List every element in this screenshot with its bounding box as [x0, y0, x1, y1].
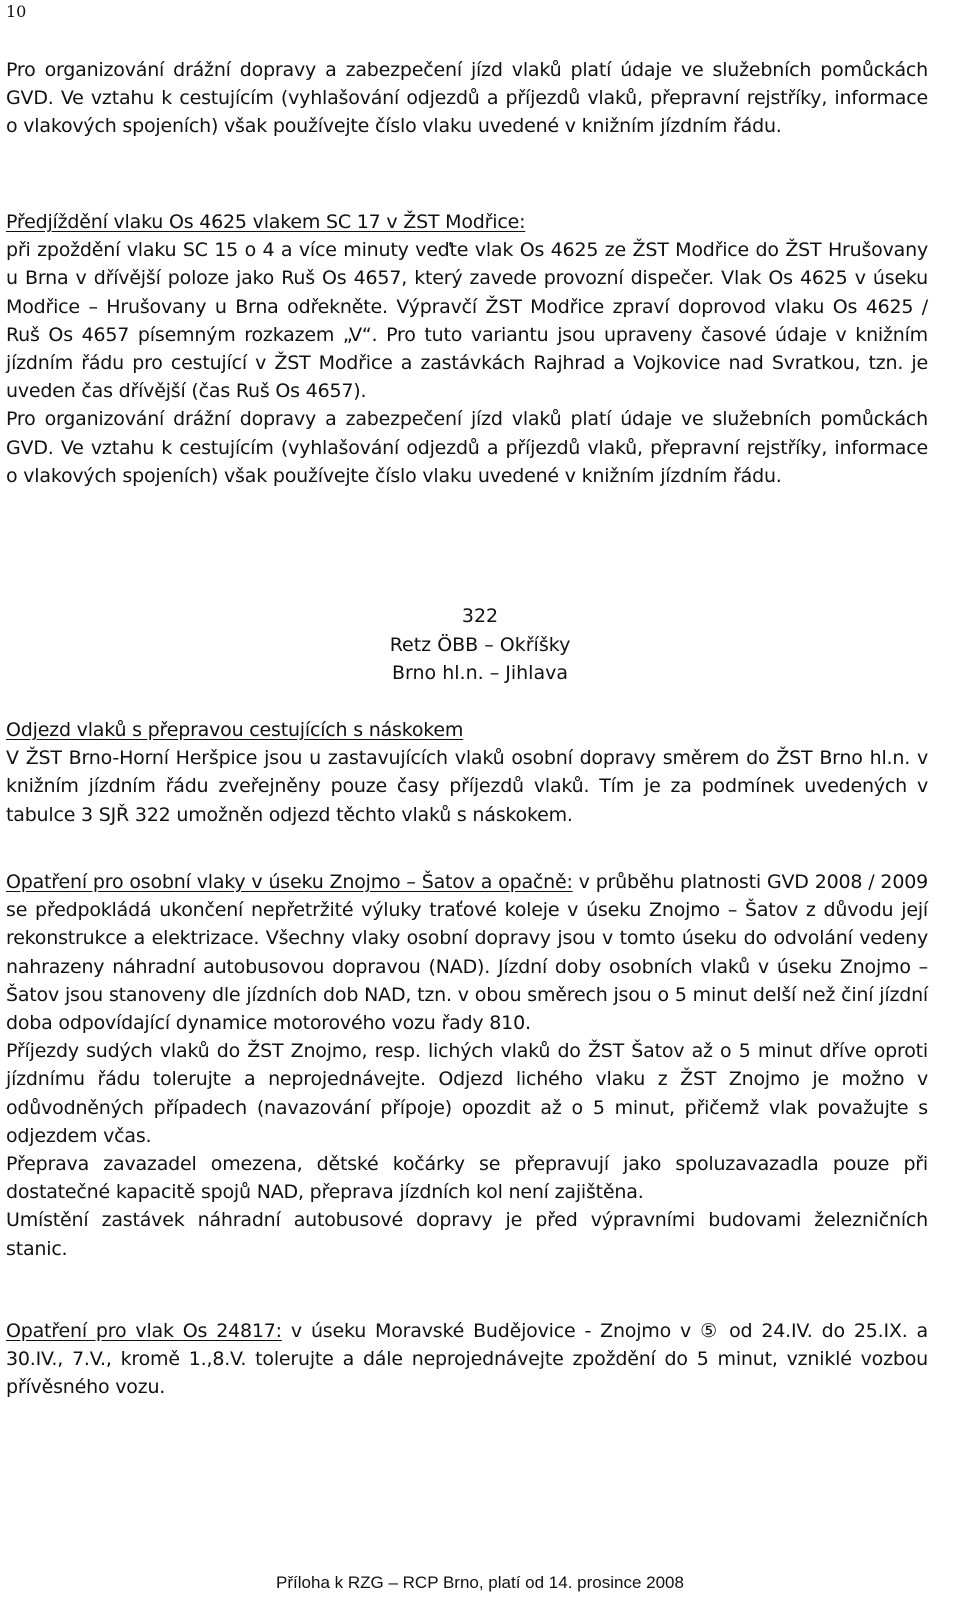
opatreni-znojmo-heading: Opatření pro osobní vlaky v úseku Znojmo – Šatov a opačně:: [6, 871, 573, 893]
opatreni-znojmo-section: [6, 868, 928, 1263]
opatreni-znojmo-lead: v průběhu platnosti GVD 2008 / 2009 se předpokládá ukončení nepřetržité výluky traťové koleje v úseku Znojmo – Šatov z důvodu její rekonstrukce a elektrizace. Všechny vlaky osobní dopravy jsou v tomto úseku do odvolání vedeny nahrazeny náhradní autobusovou dopravou (NAD). Jízdní doby osobních vlaků v úseku Znojmo – Šatov jsou stanoveny dle jízdních dob NAD, tzn. v obou směrech jsou o 5 minut delší než činí jízdní doba odpovídající dynamice motorového vozu řady 810.: [6, 871, 928, 1035]
page-number: 10: [6, 2, 27, 21]
odjezd-section: [6, 716, 928, 829]
table-number: 322: [461, 605, 499, 627]
odjezd-paragraph: V ŽST Brno-Horní Heršpice jsou u zastavujících vlaků osobní dopravy směrem do ŽST Brno hl.n. v knižním jízdním řádu zveřejněny pouze časy příjezdů vlaků. Tím je za podmínek uvedených v tabulce 3 SJŘ 322 umožněn odjezd těchto vlaků s náskokem.: [6, 747, 928, 826]
odjezd-heading-text: Odjezd vlaků s přepravou cestujících s náskokem: [6, 719, 464, 741]
table-section-title: [0, 602, 960, 688]
predjizdeni-paragraph-1: při zpoždění vlaku SC 15 o 4 a více minuty veďte vlak Os 4625 ze ŽST Modřice do ŽST Hrušovany u Brna v dřívější poloze jako Ruš Os 4657, který zavede provozní dispečer. Vlak Os 4625 v úseku Modřice – Hrušovany u Brna odřekněte. Výpravčí ŽST Modřice zpraví doprovod vlaku Os 4625 / Ruš Os 4657 písemným rozkazem „V“. Pro tuto variantu jsou upraveny časové údaje v knižním jízdním řádu pro cestující v ŽST Modřice a zastávkách Rajhrad a Vojkovice nad Svratkou, tzn. je uveden čas dřívější (čas Ruš Os 4657).: [6, 239, 928, 403]
predjizdeni-heading-text: Předjíždění vlaku Os 4625 vlakem SC 17 v ŽST Modřice:: [6, 211, 526, 233]
opatreni-24817-section: [6, 1317, 928, 1402]
opatreni-24817-heading: Opatření pro vlak Os 24817:: [6, 1320, 282, 1342]
opatreni-znojmo-paragraph-4: Umístění zastávek náhradní autobusové dopravy je před výpravními budovami železničních stanic.: [6, 1209, 928, 1260]
odjezd-heading: [6, 716, 928, 744]
table-line-2: Brno hl.n. – Jihlava: [392, 662, 568, 684]
predjizdeni-paragraph-2: Pro organizování drážní dopravy a zabezpečení jízd vlaků platí údaje ve služebních pomůckách GVD. Ve vztahu k cestujícím (vyhlašování odjezdů a příjezdů vlaků, přepravní rejstříky, informace o vlakových spojeních) však používejte číslo vlaku uvedené v knižním jízdním řádu.: [6, 408, 928, 487]
opatreni-24817-paragraph: [6, 1317, 928, 1402]
predjizdeni-heading: [6, 208, 928, 236]
opatreni-znojmo-paragraph: [6, 868, 928, 1037]
intro-section: [6, 56, 928, 141]
table-line-1: Retz ÖBB – Okříšky: [389, 633, 571, 656]
intro-paragraph: Pro organizování drážní dopravy a zabezpečení jízd vlaků platí údaje ve služebních pomůckách GVD. Ve vztahu k cestujícím (vyhlašování odjezdů a příjezdů vlaků, přepravní rejstříky, informace o vlakových spojeních) však používejte číslo vlaku uvedené v knižním jízdním řádu.: [6, 59, 928, 138]
opatreni-znojmo-paragraph-3: Přeprava zavazadel omezena, dětské kočárky se přepravují jako spoluzavazadla pouze při dostatečné kapacitě spojů NAD, přeprava jízdních kol není zajištěna.: [6, 1153, 928, 1204]
predjizdeni-section: [6, 208, 928, 490]
opatreni-24817-text: v úseku Moravské Budějovice - Znojmo v ⑤ od 24.IV. do 25.IX. a 30.IV., 7.V., kromě 1.,8.V. tolerujte a dále neprojednávejte zpoždění do 5 minut, vzniklé vozbou přívěsného vozu.: [6, 1320, 929, 1399]
opatreni-znojmo-paragraph-2: Příjezdy sudých vlaků do ŽST Znojmo, resp. lichých vlaků do ŽST Šatov až o 5 minut dříve oproti jízdnímu řádu tolerujte a neprojednávejte. Odjezd lichého vlaku z ŽST Znojmo je možno v odůvodněných případech (navazování přípoje) opozdit až o 5 minut, přičemž vlak považujte s odjezdem včas.: [6, 1040, 928, 1147]
page-footer: Příloha k RZG – RCP Brno, platí od 14. prosince 2008: [276, 1573, 684, 1592]
